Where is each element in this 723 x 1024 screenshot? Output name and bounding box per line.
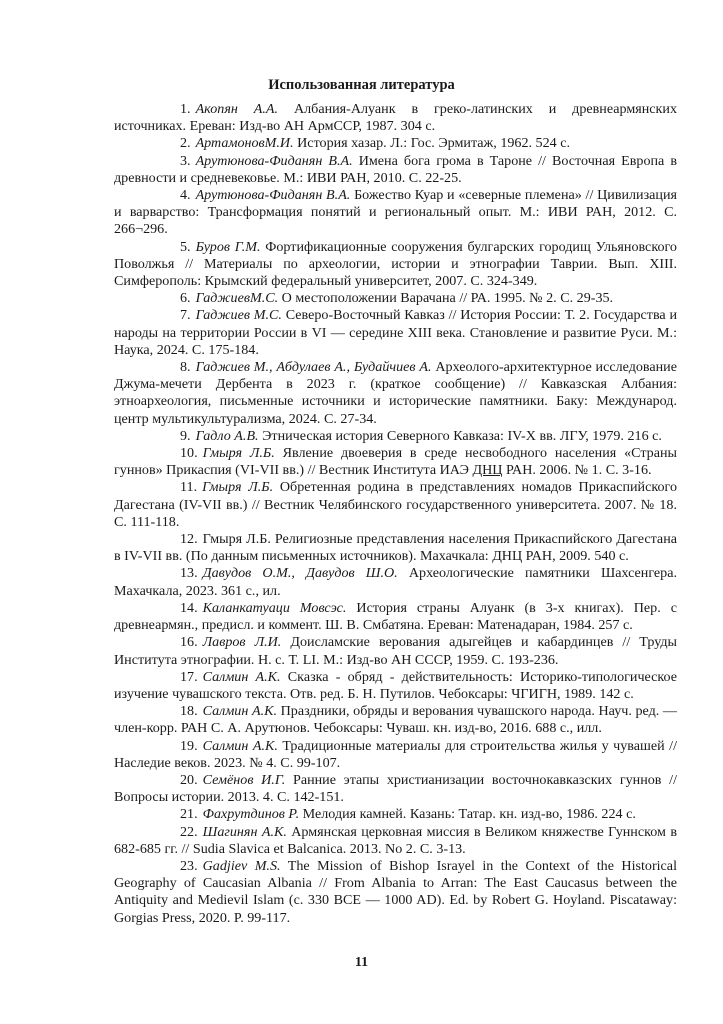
reference-text-tail: РАН. 2006. № 1. С. 3-16. [502,462,652,479]
reference-author: Буров Г.М. [195,238,261,255]
reference-item [114,187,677,239]
reference-number: 9. [180,427,191,444]
reference-author: Гмыря Л.Б. [202,479,274,496]
reference-item [114,290,677,307]
reference-number: 22. [180,823,198,840]
reference-text: Обретенная родина в представлениях номадов Прикаспийского Дагестана (IV-VII вв.) // Вестник Челябинского государственного университета. 2007. № 18. С. 111-118. [114,479,677,530]
reference-number: 5. [180,238,191,255]
reference-text: Гмыря Л.Б. Религиозные представления населения Прикаспийского Дагестана в IV-VII вв. (По данным письменных источников). Махачкала: ДНЦ РАН, 2009. 540 с. [114,531,677,565]
reference-number: 12. [180,531,198,548]
reference-text: Армянская церковная миссия в Великом княжестве Гуннском в 682-685 гг. // Sudia Slavica et Balcanica. 2013. No 2. С. 3-13. [114,823,677,857]
reference-text: Этническая история Северного Кавказа: IV-X вв. ЛГУ, 1979. 216 с. [258,427,662,444]
reference-author: Gadjiev M.S. [202,857,281,874]
reference-number: 7. [180,307,191,324]
reference-author: Давудов О.М., Давудов Ш.О. [202,565,398,582]
reference-number: 4. [180,187,191,204]
reference-number: 10. [180,445,198,462]
reference-text: The Mission of Bishop Israyel in the Context of the Historical Geography of Caucasian Albania // From Albania to Arran: The East Caucasus between the Antiquity and Medievil Islam (c. 330 BCE — 1000 AD). Ed. by Robert G. Hoyland. Piscataway: Gorgias Press, 2020. P. 99-117. [114,857,677,926]
reference-item [114,669,677,703]
reference-number: 2. [180,135,191,152]
reference-text: История хазар. Л.: Гос. Эрмитаж, 1962. 524 с. [293,135,570,152]
reference-number: 17. [180,668,198,685]
reference-text: Праздники, обряды и верования чувашского народа. Науч. ред. — член-корр. РАН С. А. Арутюнов. Чебоксары: Чуваш. кн. изд-во, 2016. 688 с., илл. [114,703,677,737]
reference-author: Гадло А.В. [195,427,259,444]
reference-author: Салмин А.К. [202,737,278,754]
reference-item [114,135,677,152]
reference-author: Салмин А.К. [202,668,281,685]
reference-number: 16. [180,634,198,651]
reference-number: 8. [180,359,191,376]
reference-item [114,239,677,291]
reference-text: История страны Алуанк (в 3-х книгах). Пер. с древнеармян., предисл. и коммент. Ш. В. Смбатяна. Ереван: Матенадаран, 1984. 257 с. [114,599,677,634]
reference-text: Фортификационные сооружения булгарских городищ Ульяновского Поволжья // Материалы по археологии, истории и этнографии Таврии. Вып. XIII. Симферополь: Крымский федеральный университет, 2007. С. 324-349. [114,238,677,290]
reference-author: Гаджиев М., Абдулаев А., Будайчиев А. [195,359,432,376]
reference-author: Каланкатуаци Мовсэс. [202,599,347,616]
reference-item [114,634,677,668]
reference-underlined-abbr: ДНЦ [472,462,503,479]
reference-item [114,359,677,428]
reference-item [114,428,677,445]
reference-item [114,479,677,531]
reference-text: Археолого-архитектурное исследование Джума-мечети Дербента в 2023 г. (краткое сообщение) // Кавказская Албания: этноархеология, письменные источники и исторические памятники. Баку: Международ. центр мультикультурализма, 2024. С. 27-34. [114,359,677,427]
reference-number: 20. [180,771,198,788]
reference-item [114,307,677,359]
reference-text: Традиционные материалы для строительства жилья у чувашей // Наследие веков. 2023. № 4. С. 99-107. [114,737,677,771]
reference-number: 18. [180,703,198,720]
reference-author: Лавров Л.И. [202,634,282,651]
reference-item [114,772,677,806]
reference-item [114,858,677,927]
reference-item [114,531,677,565]
reference-item [114,153,677,187]
reference-number: 1. [180,101,191,117]
reference-text: Археологические памятники Шахсенгера. Махачкала, 2023. 361 с., ил. [114,565,677,599]
reference-number: 14. [180,599,198,616]
reference-author: Шагинян А.К. [202,823,287,840]
reference-number: 11. [180,479,198,496]
reference-author: Гмыря Л.Б. [202,445,275,462]
reference-author: Гаджиев М.С. [195,307,282,324]
reference-author: Фахрутдинов Р. [202,806,300,823]
reference-item [114,565,677,599]
references-list [114,101,677,927]
reference-item [114,600,677,634]
reference-text: Мелодия камней. Казань: Татар. кн. изд-во, 1986. 224 с. [299,806,636,823]
reference-text: Доисламские верования адыгейцев и кабардинцев // Труды Института этнографии. Н. с. Т. LI. М.: Изд-во АН СССР, 1959. С. 193-236. [114,634,677,668]
reference-text: Явление двоеверия в среде несвободного населения «Страны гуннов» Прикаспия (VI-VII вв.) // Вестник Института ИАЭ [114,445,677,479]
reference-number: 13. [180,565,198,582]
reference-item [114,101,677,135]
reference-author: АртамоновМ.И. [195,135,294,152]
reference-text: Имена бога грома в Тароне // Восточная Европа в древности и средневековье. М.: ИВИ РАН, 2010. С. 22-25. [114,152,677,186]
reference-text: Северо-Восточный Кавказ // История России: Т. 2. Государства и народы на территории России в VI — середине XIII века. Становление и развитие Руси. М.: Наука, 2024. С. 175-184. [114,307,677,358]
reference-number: 21. [180,806,198,823]
reference-number: 19. [180,737,198,754]
reference-item [114,806,677,823]
reference-text: Албания-Алуанк в греко-латинских и древнеармянских источниках. Ереван: Изд-во АН АрмССР, 1987. 304 с. [114,101,677,135]
reference-number: 23. [180,857,198,874]
reference-author: ГаджиевМ.С. [195,290,279,307]
reference-text: О местоположении Варачана // РА. 1995. № 2. С. 29-35. [278,290,614,307]
reference-text: Божество Куар и «северные племена» // Цивилизация и варварство: Трансформация понятий и региональный опыт. М.: ИВИ РАН, 2012. С. 266¬296. [114,187,677,238]
references-heading: Использованная литература [268,77,455,93]
reference-number: 3. [180,152,191,169]
reference-author: Салмин А.К. [202,703,277,720]
reference-item [114,738,677,772]
reference-text: Сказка - обряд - действительность: Историко-типологическое изучение чувашского текста. Отв. ред. Б. Н. Путилов. Чебоксары: ЧГИГН, 1989. 142 с. [114,668,677,702]
reference-author: Семёнов И.Г. [202,771,286,788]
reference-author: Арутюнова-Фиданян В.А. [195,187,351,204]
reference-item [114,824,677,858]
reference-item [114,445,677,479]
reference-author: Акопян А.А. [195,101,279,117]
reference-author: Арутюнова-Фиданян В.А. [195,152,353,169]
reference-item [114,703,677,737]
reference-text: Ранние этапы христианизации восточнокавказских гуннов // Вопросы истории. 2013. 4. С. 142-151. [114,771,677,806]
page-number: 11 [354,955,369,970]
reference-number: 6. [180,290,191,307]
